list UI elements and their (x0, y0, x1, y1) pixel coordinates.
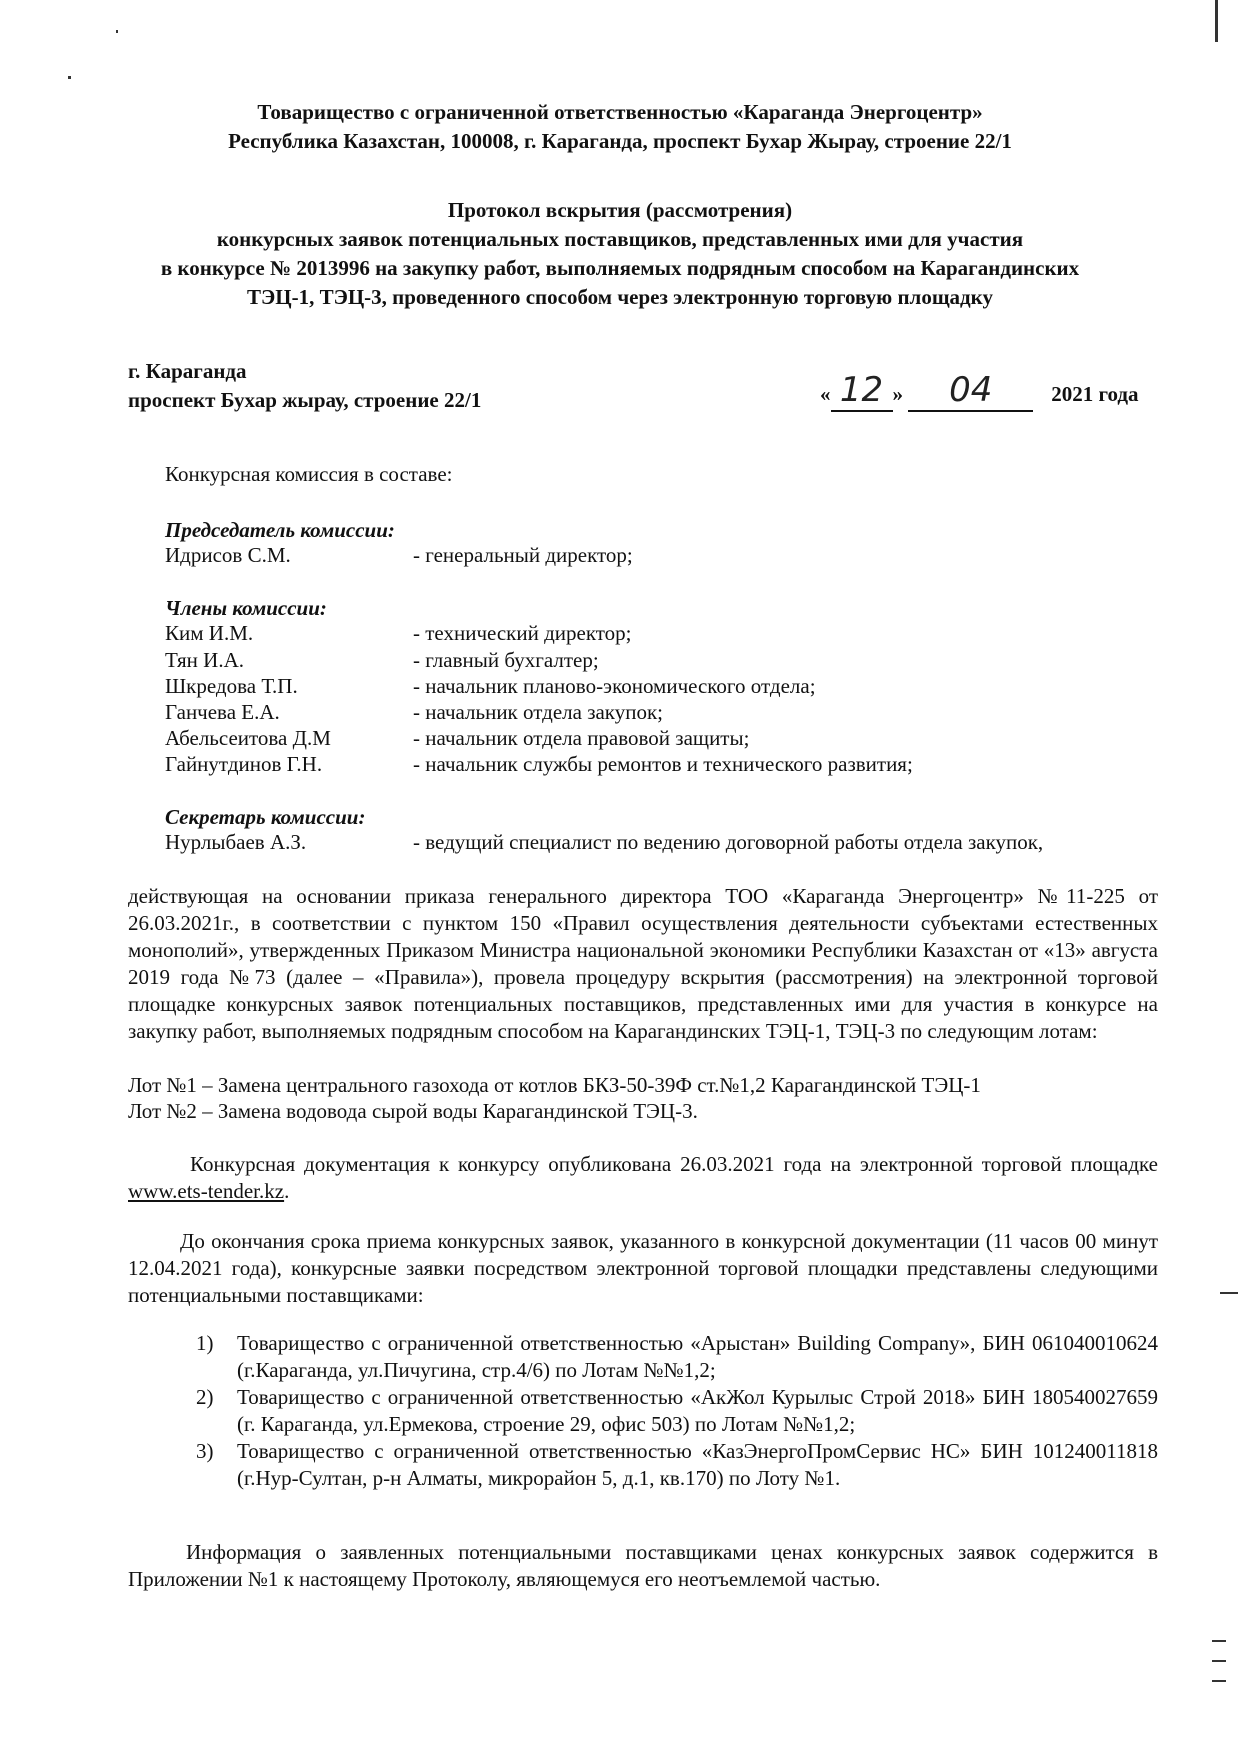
paragraph-deadline: До окончания срока приема конкурсных заявок, указанного в конкурсной документации (11 часов 00 минут 12.04.2021 года), конкурсные заявки посредством электронной торговой площадки представлены следующими потенциальными поставщиками: (128, 1229, 1158, 1307)
place-city: г. Караганда (128, 359, 247, 383)
member-role: - начальник планово-экономического отдела; (413, 674, 816, 698)
list-item-number: 1) (196, 1331, 214, 1355)
secretary-row (165, 830, 1065, 857)
member-role: - начальник отдела правовой защиты; (413, 726, 750, 750)
list-item-number: 2) (196, 1385, 214, 1409)
member-row (165, 752, 1065, 779)
title-line-2: конкурсных заявок потенциальных поставщиков, представленных ими для участия (216, 227, 1024, 251)
date-open-quote: « (820, 382, 831, 406)
chair-heading: Председатель комиссии: (165, 518, 395, 542)
scan-dust-mark (68, 76, 71, 79)
lot-2: Лот №2 – Замена водовода сырой воды Карагандинской ТЭЦ-3. (128, 1099, 698, 1123)
date-month-handwritten: 04 (949, 370, 993, 410)
date-year: 2021 года (1051, 382, 1139, 406)
scan-edge-mark (1212, 1660, 1226, 1662)
secretary-heading: Секретарь комиссии: (165, 805, 366, 829)
member-name: Идрисов С.М. (165, 543, 291, 567)
publication-end: . (284, 1179, 290, 1203)
list-item-text: Товарищество с ограниченной ответственностью «АкЖол Курылыс Строй 2018» БИН 180540027659 (г. Караганда, ул.Ермекова, строение 29, офис 503) по Лотам №№1,2; (237, 1385, 1158, 1436)
member-role: - генеральный директор; (413, 543, 633, 567)
chair-row (165, 543, 1065, 570)
document-place (128, 357, 481, 415)
member-row (165, 621, 1065, 648)
document-header (130, 98, 1110, 156)
paragraph-publication (128, 1151, 1158, 1205)
member-row (165, 726, 1065, 753)
member-role: - начальник службы ремонтов и технического развития; (413, 752, 913, 776)
member-name: Ким И.М. (165, 621, 254, 645)
publication-text: Конкурсная документация к конкурсу опубликована 26.03.2021 года на электронной торговой площадке (190, 1152, 1158, 1176)
place-street: проспект Бухар жырау, строение 22/1 (128, 388, 482, 412)
scan-edge-mark (1212, 1680, 1226, 1682)
member-role: - технический директор; (413, 621, 632, 645)
list-item (196, 1384, 1158, 1438)
member-name: Шкредова Т.П. (165, 674, 298, 698)
member-row (165, 674, 1065, 701)
title-line-3: в конкурсе № 2013996 на закупку работ, выполняемых подрядным способом на Карагандинских (160, 256, 1080, 280)
member-name: Абельсеитова Д.М (165, 726, 331, 750)
list-item-number: 3) (196, 1439, 214, 1463)
organization-address: Республика Казахстан, 100008, г. Караганда, проспект Бухар Жырау, строение 22/1 (228, 129, 1012, 153)
list-item-text: Товарищество с ограниченной ответственностью «КазЭнергоПромСервис НС» БИН 101240011818 (г.Нур-Султан, р-н Алматы, микрорайон 5, д.1, кв.170) по Лоту №1. (237, 1439, 1158, 1490)
tender-site-link[interactable]: www.ets-tender.kz (128, 1179, 285, 1203)
member-name: Ганчева Е.А. (165, 700, 280, 724)
commission-intro: Конкурсная комиссия в составе: (165, 462, 453, 486)
member-row (165, 700, 1065, 727)
suppliers-list (196, 1330, 1158, 1492)
member-name: Тян И.А. (165, 648, 245, 672)
list-item-text: Товарищество с ограниченной ответственностью «Арыстан» Building Company», БИН 061040010624 (г.Караганда, ул.Пичугина, стр.4/6) по Лотам №№1,2; (237, 1331, 1158, 1382)
lot-1: Лот №1 – Замена центрального газохода от котлов БКЗ-50-39Ф ст.№1,2 Карагандинской ТЭЦ-1 (128, 1073, 981, 1097)
list-item (196, 1330, 1158, 1384)
member-row (165, 648, 1065, 675)
scan-edge-mark (1212, 1640, 1226, 1642)
list-item (196, 1438, 1158, 1492)
member-role: - начальник отдела закупок; (413, 700, 663, 724)
member-name: Гайнутдинов Г.Н. (165, 752, 323, 776)
scan-edge-mark (1220, 1292, 1238, 1294)
organization-name: Товарищество с ограниченной ответственностью «Караганда Энергоцентр» (257, 100, 983, 124)
member-name: Нурлыбаев А.З. (165, 830, 307, 854)
title-line-1: Протокол вскрытия (рассмотрения) (447, 198, 793, 222)
title-line-4: ТЭЦ-1, ТЭЦ-3, проведенного способом через электронную торговую площадку (247, 285, 993, 309)
scan-edge-mark (1215, 0, 1218, 42)
paragraph-basis: действующая на основании приказа генерального директора ТОО «Караганда Энергоцентр» №11-225 от 26.03.2021г., в соответствии с пунктом 150 «Правил осуществления деятельности субъектами естественных монополий», утвержденных Приказом Министра национальной экономики Республики Казахстан от «13» августа 2019 года №73 (далее – «Правила»), провела процедуру вскрытия (рассмотрения) на электронной торговой площадке конкурсных заявок потенциальных поставщиков, представленных ими для участия в конкурсе на закупку работ, выполняемых подрядным способом на Карагандинских ТЭЦ-1, ТЭЦ-3 по следующим лотам: (128, 884, 1158, 1043)
document-title (130, 196, 1110, 312)
members-heading: Члены комиссии: (165, 596, 327, 620)
scan-dust-mark (116, 30, 118, 33)
member-role: - главный бухгалтер; (413, 648, 599, 672)
member-role: - ведущий специалист по ведению договорной работы отдела закупок, (413, 830, 1044, 854)
document-date (820, 370, 1139, 412)
date-close-quote: » (892, 382, 903, 406)
date-day-handwritten: 12 (839, 370, 884, 410)
paragraph-prices-info: Информация о заявленных потенциальными поставщиками ценах конкурсных заявок содержится в Приложении №1 к настоящему Протоколу, являющемуся его неотъемлемой частью. (128, 1540, 1158, 1591)
